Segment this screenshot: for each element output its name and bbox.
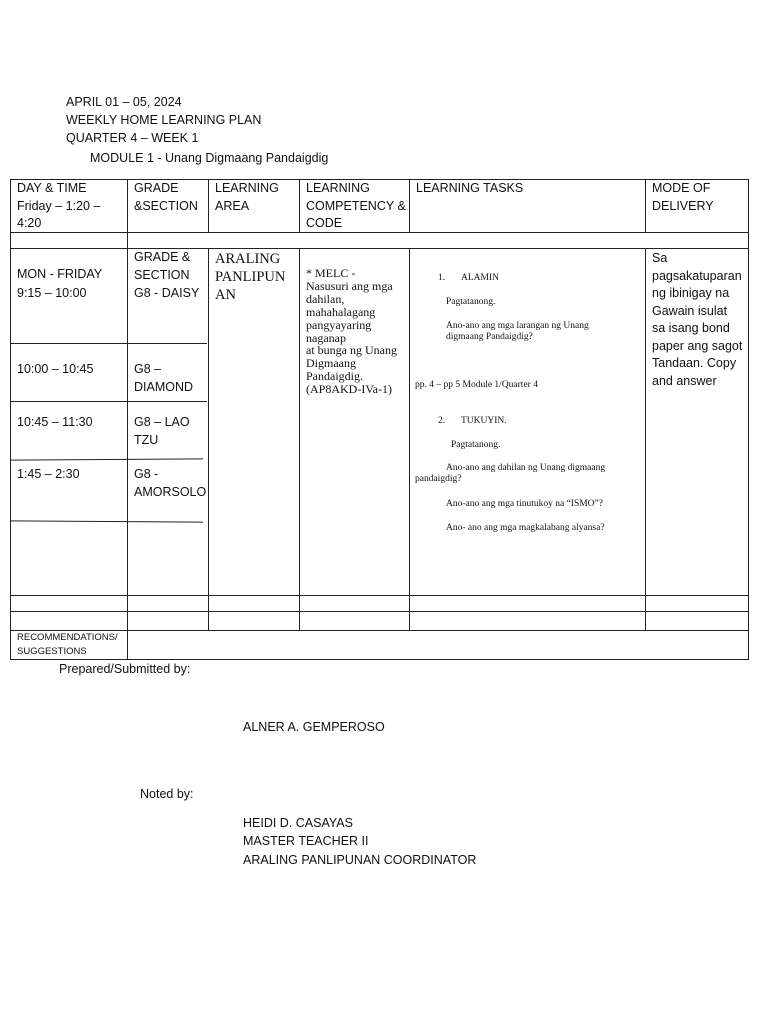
area-line: ARALING bbox=[215, 251, 281, 267]
header-line: &SECTION bbox=[134, 198, 198, 213]
header-day-time bbox=[17, 180, 100, 233]
header-learning-tasks: LEARNING TASKS bbox=[416, 181, 524, 195]
table-rule bbox=[10, 520, 203, 522]
section-line: TZU bbox=[134, 432, 159, 447]
competency-line: pangyayaring bbox=[306, 317, 372, 332]
grade-section-label bbox=[134, 249, 190, 284]
header-line: Friday – 1:20 – bbox=[17, 198, 101, 213]
competency-line: (AP8AKD-IVa-1) bbox=[306, 382, 392, 397]
competency-line: at bunga ng Unang bbox=[306, 343, 397, 358]
table-rule bbox=[127, 179, 128, 659]
schedule-section bbox=[134, 414, 190, 449]
learning-area-value bbox=[215, 250, 285, 304]
task2-question: Ano- ano ang mga magkalabang alyansa? bbox=[446, 523, 605, 533]
competency-line: * MELC - bbox=[306, 266, 356, 280]
header-line: MODE OF bbox=[652, 181, 711, 195]
prepared-by-name: ALNER A. GEMPEROSO bbox=[243, 720, 385, 734]
recommendations-label bbox=[17, 631, 118, 659]
competency-line: naganap bbox=[306, 330, 346, 345]
table-rule bbox=[208, 179, 209, 232]
table-rule bbox=[299, 179, 300, 232]
section-line: DIAMOND bbox=[134, 379, 194, 394]
header-line: AREA bbox=[215, 198, 250, 213]
label-line: SUGGESTIONS bbox=[17, 646, 87, 657]
table-rule bbox=[10, 343, 207, 344]
task2-number: 2. bbox=[438, 416, 446, 426]
table-rule bbox=[10, 248, 749, 249]
task1-title: ALAMIN bbox=[461, 273, 499, 283]
header-line: DAY & TIME bbox=[17, 181, 87, 195]
mode-line: pagsakatuparan bbox=[652, 268, 742, 283]
task2-question: Ano-ano ang mga tinutukoy na “ISMO”? bbox=[446, 499, 603, 509]
schedule-section bbox=[134, 361, 193, 396]
table-rule bbox=[10, 630, 749, 631]
area-line: PANLIPUN bbox=[215, 269, 286, 285]
schedule-time: 10:45 – 11:30 bbox=[17, 415, 93, 429]
schedule-time: 9:15 – 10:00 bbox=[17, 286, 87, 300]
competency-line: dahilan, bbox=[306, 291, 345, 306]
module-reference: pp. 4 – pp 5 Module 1/Quarter 4 bbox=[415, 380, 538, 390]
prepared-by-label: Prepared/Submitted by: bbox=[59, 662, 191, 676]
label-line: RECOMMENDATIONS/ bbox=[17, 632, 118, 643]
header-line: COMPETENCY & bbox=[306, 198, 406, 213]
competency-line: Nasusuri ang mga bbox=[306, 278, 393, 293]
competency-line: mahahalagang bbox=[306, 304, 376, 319]
header-line: DELIVERY bbox=[652, 198, 714, 213]
header-line: LEARNING bbox=[306, 181, 370, 195]
task2-title: TUKUYIN. bbox=[461, 416, 507, 426]
label-line: GRADE & bbox=[134, 250, 191, 264]
competency-line: Pandaigdig. bbox=[306, 369, 363, 384]
schedule-section bbox=[134, 466, 206, 501]
noted-by-label: Noted by: bbox=[140, 787, 194, 801]
table-rule bbox=[10, 458, 203, 460]
header-learning-area bbox=[215, 180, 279, 215]
header-line: CODE bbox=[306, 216, 343, 230]
mode-of-delivery-value bbox=[652, 250, 742, 390]
table-rule bbox=[645, 179, 646, 232]
mode-line: sa isang bond bbox=[652, 321, 730, 335]
module-title: MODULE 1 - Unang Digmaang Pandaigdig bbox=[90, 151, 329, 165]
header-mode-of-delivery bbox=[652, 180, 714, 215]
mode-line: Gawain isulat bbox=[652, 303, 728, 318]
section-line: G8 – LAO bbox=[134, 415, 190, 429]
question-line: Ano-ano ang mga larangan ng Unang bbox=[446, 321, 589, 331]
table-rule bbox=[409, 179, 410, 232]
table-rule bbox=[208, 248, 209, 630]
mode-line: and answer bbox=[652, 373, 717, 388]
schedule-time: 1:45 – 2:30 bbox=[17, 467, 80, 481]
table-rule bbox=[10, 595, 749, 596]
task1-number: 1. bbox=[438, 273, 446, 283]
mode-line: paper ang sagot bbox=[652, 338, 743, 353]
header-competency bbox=[306, 180, 406, 233]
competency-value bbox=[306, 267, 397, 396]
task2-question: Ano-ano ang dahilan ng Unang digmaang bbox=[446, 463, 606, 473]
table-border-right bbox=[748, 179, 749, 659]
mode-line: Tandaan. Copy bbox=[652, 356, 737, 370]
section-line: G8 – bbox=[134, 362, 162, 376]
mode-line: Sa bbox=[652, 251, 668, 265]
day-label: MON - FRIDAY bbox=[17, 267, 103, 281]
header-line: GRADE bbox=[134, 181, 179, 195]
table-rule bbox=[10, 401, 207, 402]
mode-line: ng ibinigay na bbox=[652, 286, 730, 300]
competency-line: Digmaang bbox=[306, 356, 356, 371]
question-line: digmaang Pandaigdig? bbox=[446, 332, 533, 342]
noted-by-title: MASTER TEACHER II bbox=[243, 834, 369, 848]
section-line: AMORSOLO bbox=[134, 484, 207, 499]
noted-by-title: ARALING PANLIPUNAN COORDINATOR bbox=[243, 853, 477, 867]
header-grade-section bbox=[134, 180, 198, 215]
area-line: AN bbox=[215, 287, 236, 303]
quarter-week: QUARTER 4 – WEEK 1 bbox=[66, 131, 199, 145]
schedule-section: G8 - DAISY bbox=[134, 286, 200, 300]
table-rule bbox=[645, 248, 646, 630]
noted-by-name: HEIDI D. CASAYAS bbox=[243, 816, 353, 830]
plan-date: APRIL 01 – 05, 2024 bbox=[66, 95, 182, 109]
schedule-time: 10:00 – 10:45 bbox=[17, 362, 94, 376]
task2-question-cont: pandaigdig? bbox=[415, 474, 462, 484]
header-line: LEARNING bbox=[215, 181, 279, 195]
task2-subtitle: Pagtatanong. bbox=[451, 440, 501, 450]
label-line: SECTION bbox=[134, 267, 190, 282]
section-line: G8 - bbox=[134, 467, 159, 481]
plan-title: WEEKLY HOME LEARNING PLAN bbox=[66, 113, 262, 127]
task1-subtitle: Pagtatanong. bbox=[446, 297, 496, 307]
table-rule bbox=[299, 248, 300, 630]
task1-question bbox=[446, 321, 589, 343]
table-border-left bbox=[10, 179, 11, 659]
table-rule bbox=[10, 611, 749, 612]
header-line: 4:20 bbox=[17, 216, 42, 230]
table-rule bbox=[409, 248, 410, 630]
